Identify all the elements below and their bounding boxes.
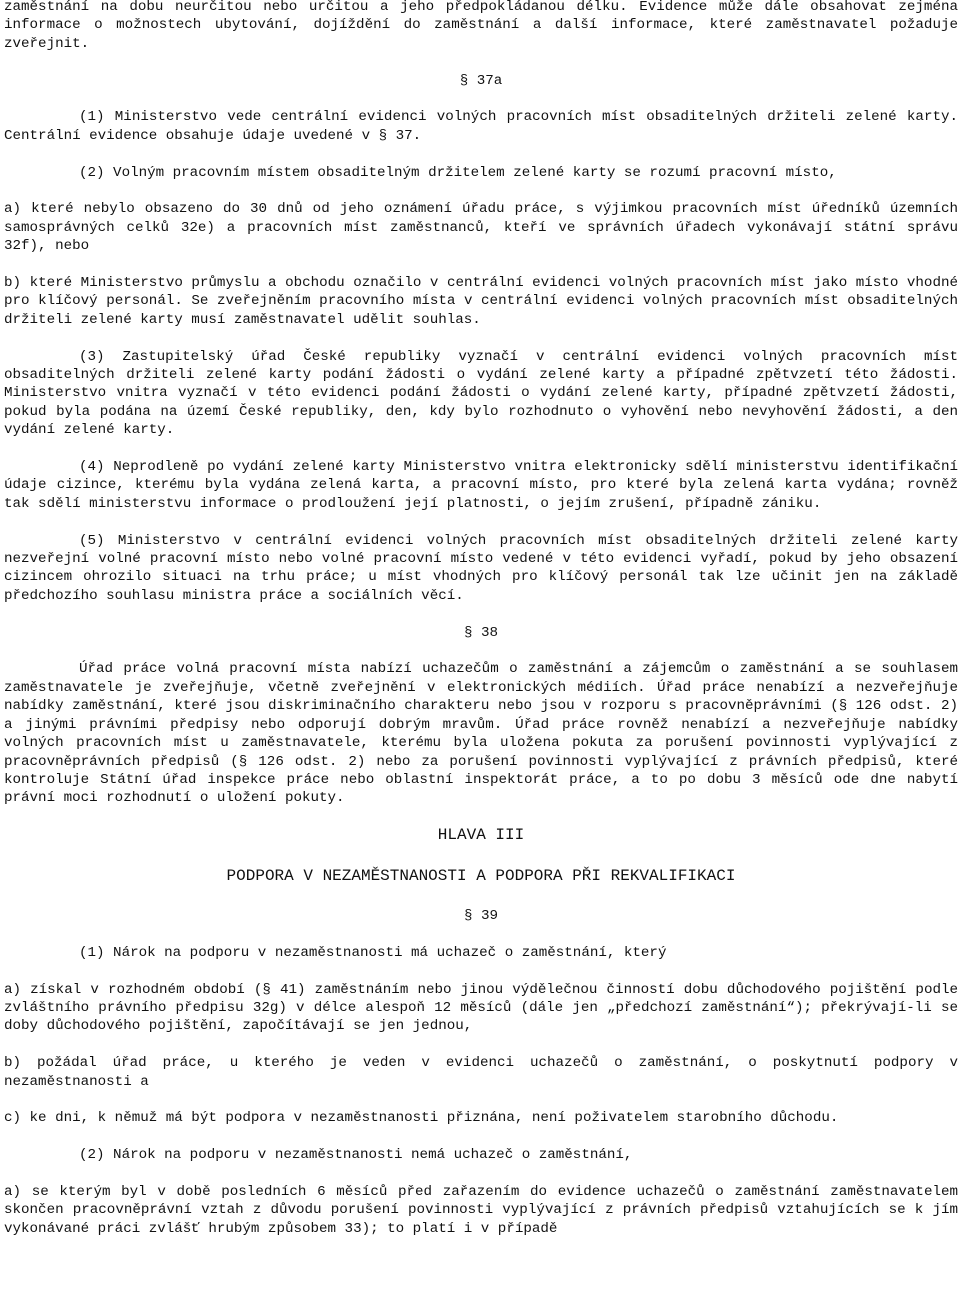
paragraph-39-2: (2) Nárok na podporu v nezaměstnanosti nemá uchazeč o zaměstnání, <box>79 1147 633 1164</box>
paragraph-37a-4: (4) Neprodleně po vydání zelené karty Ministerstvo vnitra elektronicky sdělí ministerstvu identifikační údaje cizince, kterému byla vydána zelená karta, a pracovní místo, pro které byla zelená karta vydána; rovněž tak sdělí ministerstvu informace o prodloužení její platnosti, o jejím zrušení, případně zániku. <box>4 459 958 512</box>
list-item-39-2a: a) se kterým byl v době posledních 6 měsíců před zařazením do evidence uchazečů o zaměstnání zaměstnavatelem skončen pracovněprávní vztah z důvodu porušení povinnosti vyplývající z právních předpisů vztahujících se k jím vykonávané práci zvlášť hrubým způsobem 33); to platí i v případě <box>4 1183 958 1237</box>
paragraph-37a-3: (3) Zastupitelský úřad České republiky vyznačí v centrální evidenci volných pracovních míst obsaditelných držiteli zelené karty podání žádosti o vydání zelené karty a případné zpětvzetí této žádosti. Ministerstvo vnitra vyznačí v této evidenci podání žádosti o vydání zelené karty, případné zpětvzetí žádosti, pokud byla podána na území České republiky, den, kdy bylo rozhodnuto o vyhovění nebo nevyhovění žádosti, a den vydání zelené karty. <box>4 348 958 439</box>
list-item-39-1a: a) získal v rozhodném období (§ 41) zaměstnáním nebo jinou výdělečnou činností dobu důchodového pojištění podle zvláštního právního předpisu 32g) v délce alespoň 12 měsíců (dále jen „předchozí zaměstnání“); překrývají-li se doby důchodového pojištění, započítávají se jen jednou, <box>4 981 958 1035</box>
chapter-title: PODPORA V NEZAMĚSTNANOSTI A PODPORA PŘI REKVALIFIKACI <box>226 866 736 885</box>
paragraph-37a-1: (1) Ministerstvo vede centrální evidenci volných pracovních míst obsaditelných držiteli zelené karty. Centrální evidence obsahuje údaje uvedené v § 37. <box>4 109 958 144</box>
list-item-37a-2b: b) které Ministerstvo průmyslu a obchodu označilo v centrální evidenci volných pracovních míst jako místo vhodné pro klíčový personál. Se zveřejněním pracovního místa v centrální evidenci volných pracovních míst obsaditelných držiteli zelené karty musí zaměstnavatel udělit souhlas. <box>4 275 958 328</box>
list-item-37a-2a: a) které nebylo obsazeno do 30 dnů od jeho oznámení úřadu práce, s výjimkou pracovních míst úředníků územních samosprávných celků 32e) a pracovních míst zaměstnanců, kteří ve správních úřadech vykonávají státní správu 32f), nebo <box>4 201 958 255</box>
list-item-39-1b: b) požádal úřad práce, u kterého je veden v evidenci uchazečů o zaměstnání, o poskytnutí podpory v nezaměstnanosti a <box>4 1055 958 1090</box>
paragraph-39-1: (1) Nárok na podporu v nezaměstnanosti má uchazeč o zaměstnání, který <box>79 944 667 961</box>
document-page <box>4 0 958 1238</box>
chapter-heading: HLAVA III <box>437 826 525 845</box>
list-item-39-1c: c) ke dni, k němuž má být podpora v nezaměstnanosti přiznána, není poživatelem starobního důchodu. <box>4 1110 839 1127</box>
section-heading-39: § 39 <box>463 907 499 924</box>
section-heading-38: § 38 <box>463 624 499 641</box>
section-heading-37a: § 37a <box>459 72 503 89</box>
paragraph-37a-5: (5) Ministerstvo v centrální evidenci volných pracovních míst obsaditelných držiteli zelené karty nezveřejní volné pracovní místo nebo volné pracovní místo vedené v této evidenci vyřadí, pokud by jeho obsazení cizincem ohrozilo situaci na trhu práce; u míst vhodných pro klíčový personál tak lze učinit jen na základě předchozího souhlasu ministra práce a sociálních věcí. <box>4 532 958 604</box>
paragraph-intro: zaměstnání na dobu neurčitou nebo určitou a jeho předpokládanou délku. Evidence může dále obsahovat zejména informace o možnostech ubytování, dojíždění do zaměstnání a další informace, které zaměstnavatel požaduje zveřejnit. <box>4 0 958 52</box>
paragraph-38: Úřad práce volná pracovní místa nabízí uchazečům o zaměstnání a zájemcům o zaměstnání a se souhlasem zaměstnavatele je zveřejňuje, včetně zveřejnění v elektronických médiích. Úřad práce nenabízí a nezveřejňuje nabídky zaměstnání, které jsou diskriminačního charakteru nebo jsou v rozporu s pracovněprávními (§ 126 odst. 2) a jinými právními předpisy nebo odporují dobrým mravům. Úřad práce rovněž nenabízí a nezveřejňuje nabídky volných pracovních míst u zaměstnavatele, kterému byla uložena pokuta za porušení povinnosti vyplývající z pracovněprávních předpisů (§ 126 odst. 2) nebo za porušení povinnosti vyplývající z právních předpisů, které kontroluje Státní úřad inspekce práce nebo oblastní inspektorát práce, a to po dobu 3 měsíců ode dne nabytí právní moci rozhodnutí o uložení pokuty. <box>4 661 958 807</box>
paragraph-37a-2: (2) Volným pracovním místem obsaditelným držitelem zelené karty se rozumí pracovní místo, <box>79 164 837 181</box>
